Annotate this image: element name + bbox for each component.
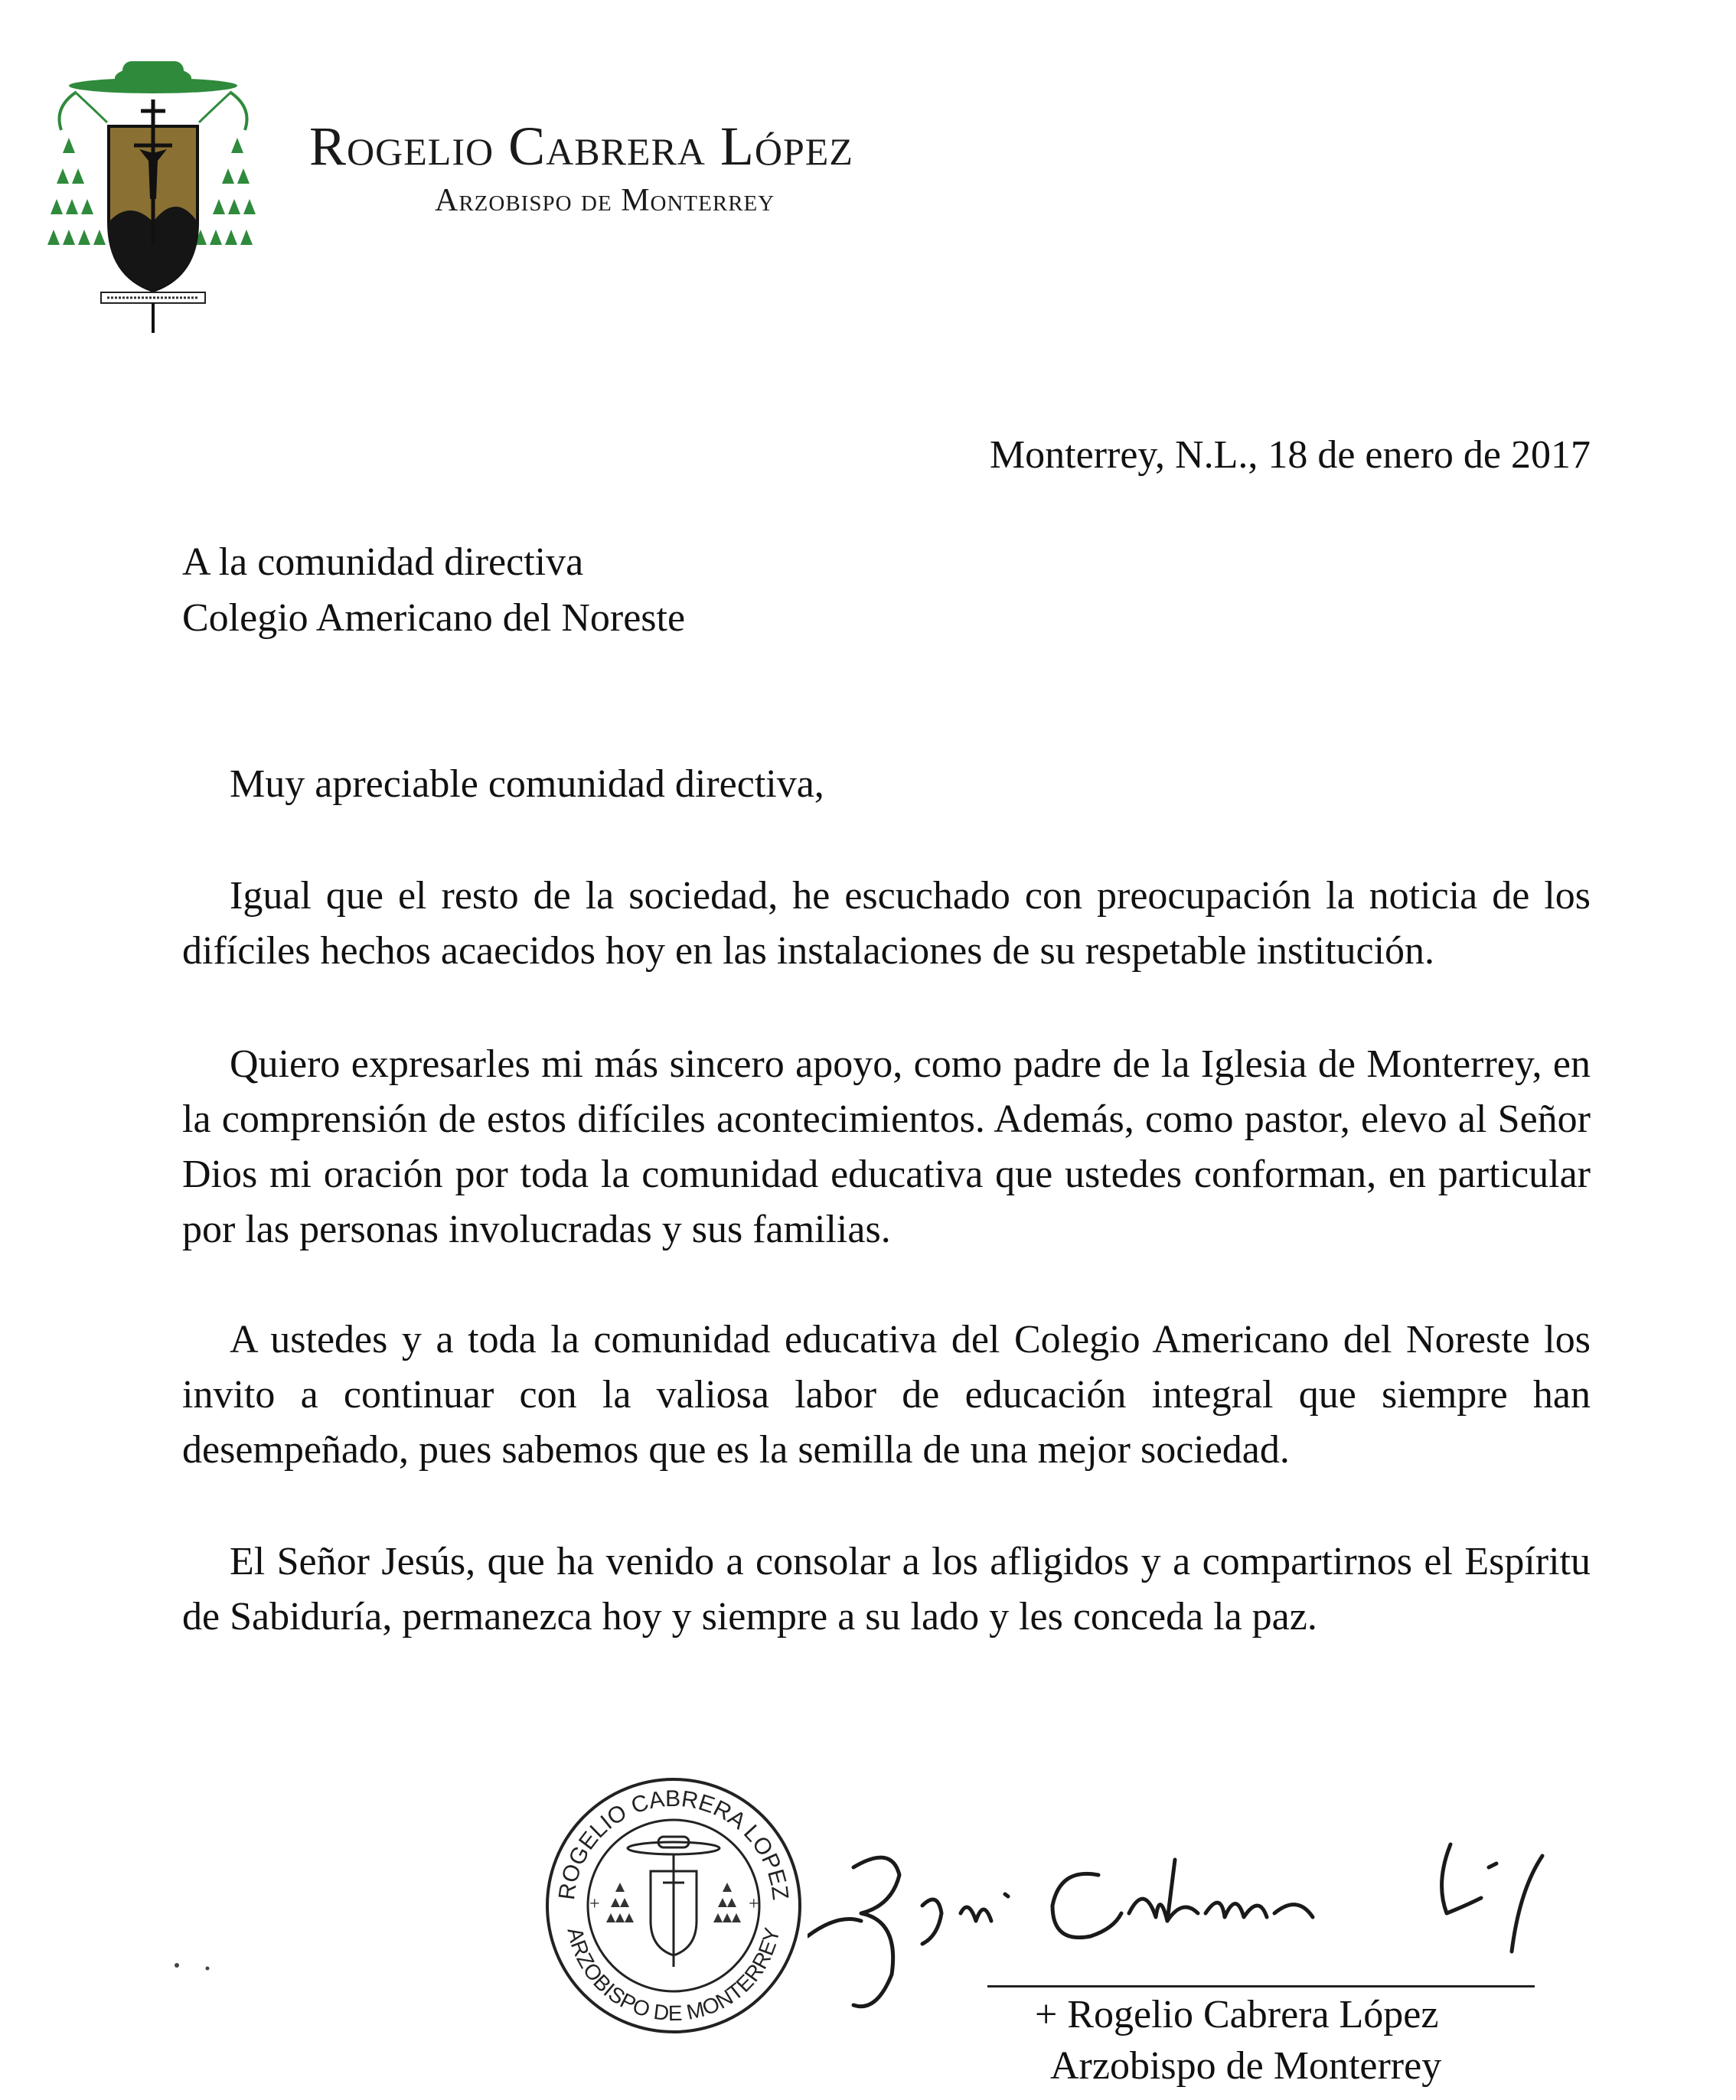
- handwritten-signature-icon: [808, 1821, 1718, 2020]
- coat-of-arms-icon: [46, 46, 260, 337]
- body-paragraph-2: Quiero expresarles mi más sincero apoyo, como padre de la Iglesia de Monterrey, en la comprensión de estos difíciles acontecimientos. Además, como pastor, elevo al Señor Dios mi oración por toda la comunidad educativa que ustedes conforman, en particular por las personas involucradas y sus familias.: [182, 1042, 1591, 1251]
- svg-text:+: +: [589, 1894, 600, 1914]
- official-seal-icon: [536, 1760, 811, 2051]
- body-paragraph-4: El Señor Jesús, que ha venido a consolar a los afligidos y a compartirnos el Espíritu de Sabiduría, permanezca hoy y siempre a su lado y les conceda la paz.: [182, 1540, 1591, 1639]
- body-paragraph-1: Igual que el resto de la sociedad, he escuchado con preocupación la noticia de los difíciles hechos acaecidos hoy en las instalaciones de su respetable institución.: [182, 874, 1591, 973]
- seal-top-text: ROGELIO CABRERA LOPEZ: [553, 1785, 793, 1902]
- recipient-line-2: Colegio Americano del Noreste: [182, 596, 686, 640]
- letterhead-title: Arzobispo de Monterrey: [435, 183, 775, 218]
- scan-specks: [172, 1959, 218, 1974]
- signature-role: Arzobispo de Monterrey: [1050, 2044, 1442, 2088]
- recipient-line-1: A la comunidad directiva: [182, 540, 584, 584]
- signature-line: [987, 1985, 1535, 1988]
- body-paragraph-3: A ustedes y a toda la comunidad educativa del Colegio Americano del Noreste los invito a continuar con la valiosa labor de educación integral que siempre han desempeñado, pues sabemos que es la semilla de una mejor sociedad.: [182, 1318, 1591, 1472]
- seal-bottom-text: ARZOBISPO DE MONTERREY: [563, 1925, 785, 2026]
- letterhead-name: Rogelio Cabrera López: [309, 116, 853, 177]
- salutation: Muy apreciable comunidad directiva,: [230, 762, 824, 806]
- date-line: Monterrey, N.L., 18 de enero de 2017: [989, 433, 1591, 477]
- svg-text:+: +: [749, 1894, 759, 1914]
- signature-name: + Rogelio Cabrera López: [1035, 1993, 1439, 2036]
